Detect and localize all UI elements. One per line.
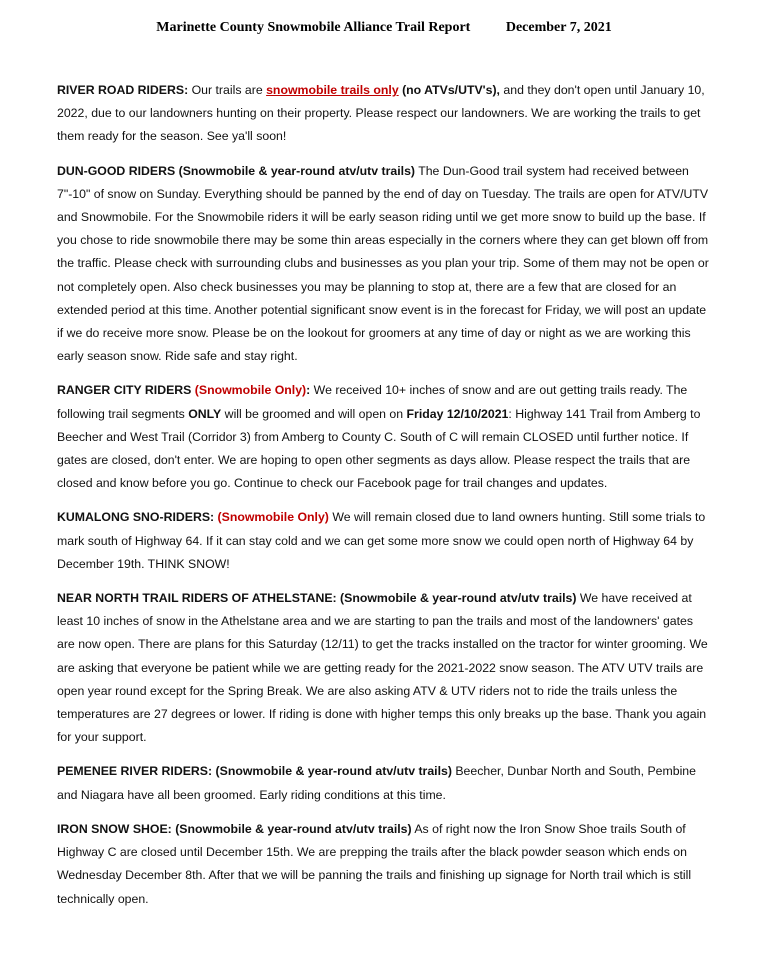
paragraph-text: Beecher, Dunbar North and South, Pembine and Niagara have all been groomed. Early riding conditions at this time. — [57, 764, 696, 802]
club-name: RIVER ROAD RIDERS: — [57, 83, 189, 97]
paragraph-text: Our trails are — [188, 83, 267, 97]
paragraph-text: As of right now the Iron Snow Shoe trails South of Highway C are closed until December 15th. We are prepping the trails after the black powder season which ends on Wednesday December 8th. After that we will be panning the trails and finishing up signage for North trail which is still technically open. — [57, 821, 692, 906]
club-name: NEAR NORTH TRAIL RIDERS OF ATHELSTANE: (Snowmobile & year-round atv/utv trails) — [57, 591, 577, 606]
club-name: RANGER CITY RIDERS — [57, 383, 195, 398]
paragraph-text: The Dun-Good trail system had received between 7"-10" of snow on Sunday. Everything should be panned by the end of day on Tuesday. The trails are open for ATV/UTV and Snowmobile. For the Snowmobile riders it will be early season riding until we get more snow to build up the base. If you chose to ride snowmobile there may be some thin areas especially in the corners where they can get blown off from the traffic. Please check with surrounding clubs and businesses as you plan your trip. Some of them may not be open or not completely open. Also check businesses you may be planning to stop at, there are a few that are closed for an extended period at this time. Another potential significant snow event is in the forecast for Friday, we will post an update if we do receive more snow. Please be on the lookout for groomers at any time of day or night as we are working this early season snow. Ride safe and stay right. — [57, 163, 709, 364]
bold-text: Friday 12/10/2021 — [406, 406, 509, 421]
report-date: December 7, 2021 — [505, 20, 612, 35]
club-name: KUMALONG SNO-RIDERS: — [57, 510, 218, 525]
highlight-text: (Snowmobile Only) — [194, 383, 307, 398]
paragraph-dun-good-riders — [57, 160, 713, 369]
paragraph-pemenee-river-riders — [57, 760, 713, 806]
paragraph-text: We have received at least 10 inches of snow in the Athelstane area and we are starting to pan the trails and most of the landowners' gates are now open. There are plans for this Saturday (12/11) to get the tracks installed on the tractor for winter grooming. We are asking that everyone be patient while we are getting ready for the 2021-2022 snow season. The ATV UTV trails are open year round except for the Spring Break. We are also asking ATV & UTV riders not to ride the trails unless the temperatures are 27 degrees or lower. If riding is done with higher temps this only breaks up the base. Thank you again for your support. — [57, 591, 708, 745]
paragraph-text: We will remain closed due to land owners hunting. Still some trials to mark south of Highway 64. If it can stay cold and we can get some more snow we could open north of Highway 64 by December 19th. THINK SNOW! — [57, 510, 706, 571]
paragraph-text: We received 10+ inches of snow and are out getting trails ready. The following trail segments — [57, 383, 688, 421]
paragraph-iron-snow-shoe — [57, 818, 713, 911]
report-title: Marinette County Snowmobile Alliance Trail Report — [156, 20, 471, 35]
bold-text: : — [306, 383, 311, 398]
paragraph-ranger-city-riders — [57, 379, 713, 495]
bold-text: (no ATVs/UTV's), — [402, 83, 500, 97]
highlight-text: (Snowmobile Only) — [217, 510, 329, 525]
paragraph-kumalong-sno-riders — [57, 506, 713, 576]
report-header — [0, 20, 768, 36]
club-name: PEMENEE RIVER RIDERS: (Snowmobile & year-round atv/utv trails) — [57, 764, 452, 779]
paragraph-near-north-trail-riders — [57, 587, 713, 749]
paragraph-river-road-riders — [57, 79, 713, 149]
paragraph-text: and they don't open until January 10, 2022, due to our landowners hunting on their property. Please respect our landowners. We are working the trails to get them ready for the season. See ya'll soon! — [57, 83, 705, 144]
club-name: DUN-GOOD RIDERS (Snowmobile & year-round atv/utv trails) — [57, 163, 416, 178]
paragraph-text: will be groomed and will open on — [221, 406, 407, 421]
highlight-text: snowmobile trails only — [266, 83, 399, 97]
report-body — [57, 79, 713, 922]
paragraph-text: : Highway 141 Trail from Amberg to Beecher and West Trail (Corridor 3) from Amberg to County C. South of C will remain CLOSED until further notice. If gates are closed, don't enter. We are hoping to open other segments as days allow. Please respect the trails that are closed and know before you go. Continue to check our Facebook page for trail changes and updates. — [57, 406, 701, 491]
bold-text: ONLY — [188, 406, 222, 421]
club-name: IRON SNOW SHOE: (Snowmobile & year-round atv/utv trails) — [57, 821, 412, 836]
